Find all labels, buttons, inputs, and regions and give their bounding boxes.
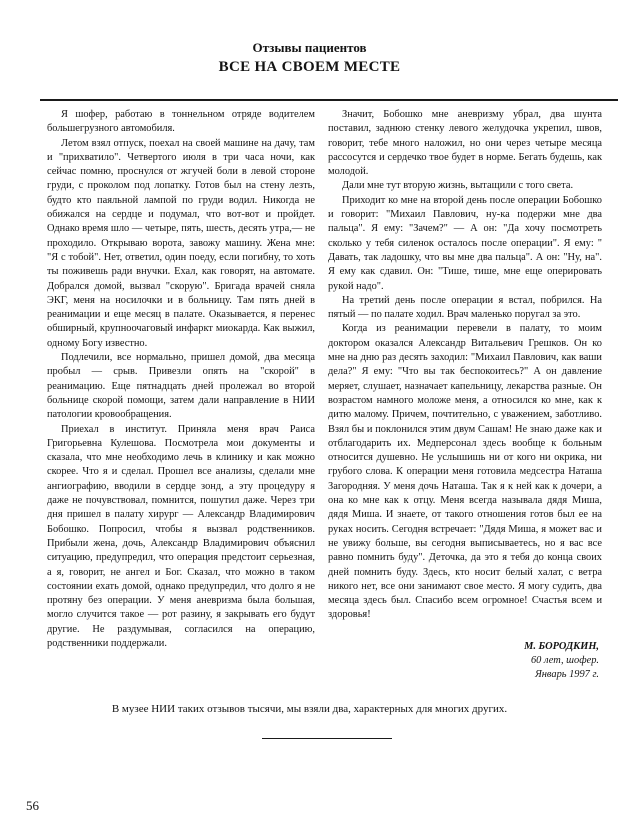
signature-block bbox=[524, 640, 599, 682]
article-title: ВСЕ НА СВОЕМ МЕСТЕ bbox=[218, 59, 401, 75]
paragraph: Когда из реанимации перевели в палату, то моим доктором оказался Александр Витальевич Грешков. Он ко мне на дню раз десять заходил: "Михаил Павлович, как ваши дела?" Я ему: "Что вы так беспокоитесь?" А он давление меряет, слушает, назначает капельницу, лекарства разные. Он возрастом намного моложе меня, а относился ко мне, как к дитю малому. Причем, почтительно, с уважением, заботливо. Взял бы и поклонился этим двум Сашам! Не знаю даже как и отблагодарить их. Медперсонал здесь вообще к больным относится душевно. Не услышишь ни от кого ни окрика, ни грубого слова. К операции меня готовила медсестра Наташа Загородняя. У меня дочь Наташа. Так я к ней как к дочери, а она ко мне как к отцу. Меня всегда называла дядя Миша, дядя Миша. И знаете, от такого отношения готов был ее на руках носить. Сегодня встречает: "Дядя Миша, я может вас и не увижу больше, вы сегодня выписываетесь, но я вас все равно помнить буду". Деточка, да это я тебя до конца своих дней помнить буду. Здесь, кто носит белый халат, с ветра никого нет, все они занимают свое место. Я могу судить, два месяца здесь был. Спасибо всем огромное! Счастья всем и здоровья! bbox=[328, 323, 602, 621]
paragraph: Значит, Бобошко мне аневризму убрал, два шунта поставил, заднюю стенку левого желудочка укрепил, швов, говорит, тебе много наложил, но они через четыре месяца рассосутся и сердечко твое будет в норме. Бегать будешь, как молодой. bbox=[328, 109, 602, 178]
paragraph: Дали мне тут вторую жизнь, вытащили с того света. bbox=[342, 180, 574, 192]
header-rule bbox=[40, 99, 618, 101]
author-date: Январь 1997 г. bbox=[534, 669, 599, 680]
author-age-job: 60 лет, шофер. bbox=[530, 655, 599, 666]
footer-note: В музее НИИ таких отзывов тысячи, мы взяли два, характерных для многих других. bbox=[111, 703, 508, 715]
paragraph: Приходит ко мне на второй день после операции Бобошко и говорит: "Михаил Павлович, ну-ка подержи мне два пальца". Я ему: "Зачем?" — А он: "Да хочу посмотреть сколько у тебя силенок осталось после операции". Я ему: " Давать, так ладошку, что вы мне два пальца". А он: "Ну, на". Я ему как сдавил. Он: "Тише, тише, мне еще оперировать рукой надо". bbox=[328, 194, 602, 292]
author-name: М. БОРОДКИН, bbox=[524, 641, 599, 652]
paragraph: Приехал в институт. Приняла меня врач Раиса Григорьевна Кулешова. Посмотрела мои документы и сказала, что мне необходимо лечь в клинику и как можно скорее. Что я и сделал. Прошел все анализы, сделали мне ангиографию, вводили в сердце зонд, а эту процедуру я даже не почувствовал, помнится, пошутил даже. Через три дня пришел в палату хирург — Александр Владимирович Бобошко. Попросил, чтобы я вызвал родственников. Прибыли жена, дочь, Александр Владимирович объяснил ситуацию, предупредил, что операция предстоит серьезная, а я, говорит, не ангел и Бог. Сказал, что можно в таком состоянии ехать домой, однако предупредил, что долго я не протяну без операции. У меня аневризма была большая, могло случится такое — рот разину, я закрывать его будут другие. Не раздумывая, согласился на операцию, родственники поддержали. bbox=[47, 423, 315, 649]
footer-rule bbox=[262, 738, 392, 739]
paragraph: Я шофер, работаю в тоннельном отряде водителем большегрузного автомобиля. bbox=[47, 109, 315, 135]
page-number: 56 bbox=[26, 798, 39, 813]
right-column bbox=[328, 108, 602, 623]
paragraph: На третий день после операции я встал, побрился. На пятый — по палате ходил. Врач маленько поругал за это. bbox=[328, 294, 602, 321]
article-subtitle: Отзывы пациентов bbox=[252, 40, 367, 55]
paragraph: Подлечили, все нормально, пришел домой, два месяца пробыл — срыв. Привезли опять на "скорой" в реанимацию. Еще пятнадцать дней пролежал во второй больнице скорой помощи, затем дали направление в НИИ патологии кровообращения. bbox=[47, 352, 315, 421]
paragraph: Летом взял отпуск, поехал на своей машине на дачу, там и "прихватило". Четвертого июля в три часа ночи, как сейчас помню, проснулся от жгучей боли в левой стороне груди, с проколом под лопатку. Готов был на стену лезть, будто кто паяльной лампой по груди водил. Никогда не обижался на сердце и подумал, что вот-вот и пройдет. Однако время шло — четыре, пять, шесть, десять утра,— не проходило. Открываю ворота, завожу машину. Жена мне: "Я с тобой". Нет, ответил, один поеду, если погибну, то хоть ты поживешь ради внучки. Ехал, как говорят, на автомате. Добрался домой, вызвал "скорую". Бригада врачей сняла ЭКГ, меня на носилочки и в больницу. Там пять дней в реанимации и еще месяц в палате. Оказывается, я перенес обширный, крупноочаговый инфаркт миокарда. Как выжил, одному Богу известно. bbox=[47, 137, 315, 349]
left-column bbox=[47, 108, 315, 651]
